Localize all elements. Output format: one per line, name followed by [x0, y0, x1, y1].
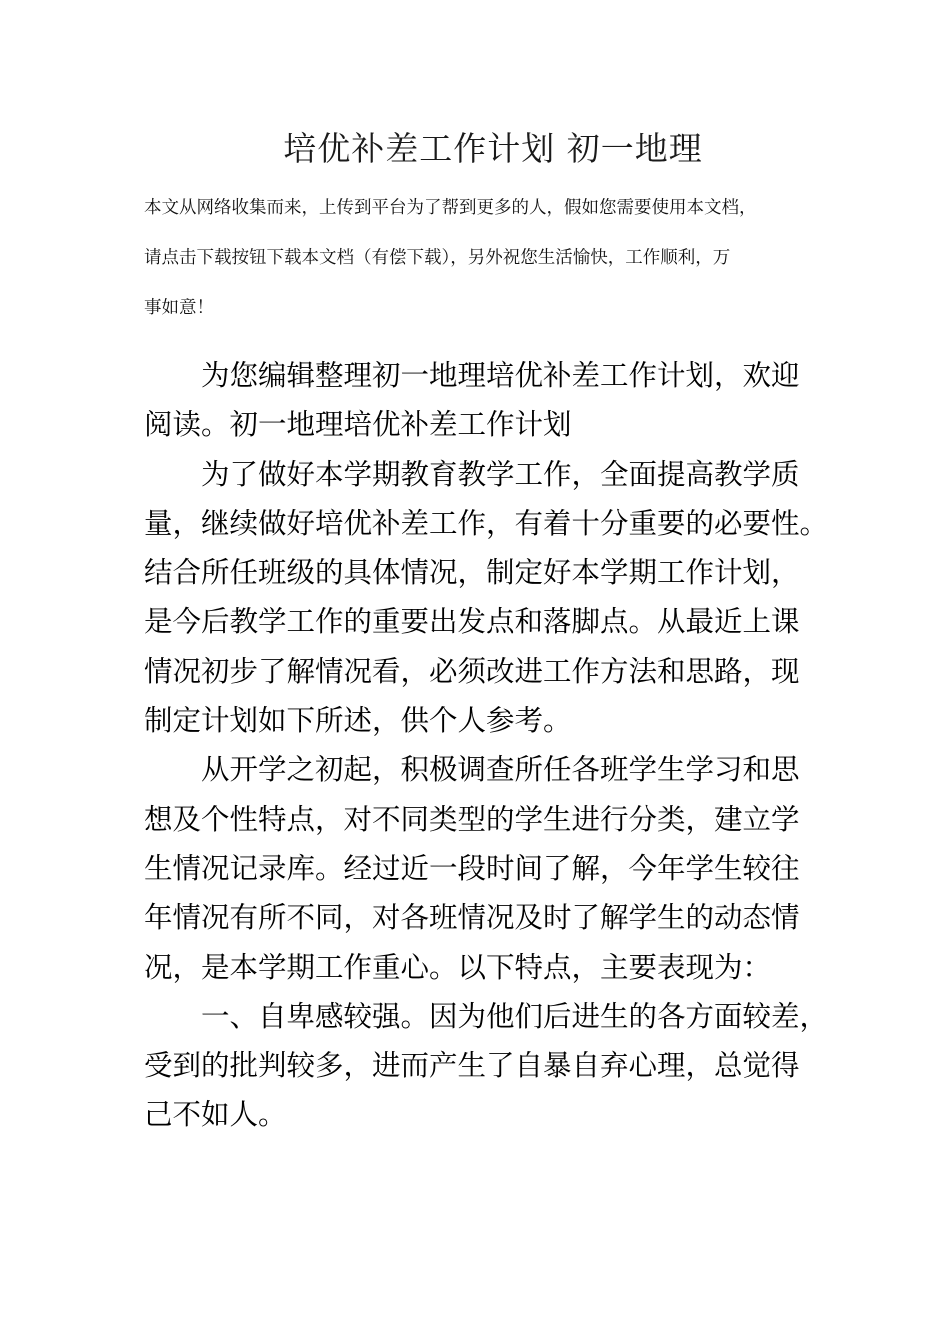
paragraph-line: 量，继续做好培优补差工作，有着十分重要的必要性。	[144, 506, 829, 540]
paragraph-line: 情况初步了解情况看，必须改进工作方法和思路，现	[144, 654, 800, 688]
paragraph-survey	[144, 745, 824, 991]
paragraph-point-one	[144, 992, 829, 1140]
paragraph-line: 为您编辑整理初一地理培优补差工作计划，欢迎	[201, 359, 800, 392]
paragraph-line: 从开学之初起，积极调查所任各班学生学习和思	[201, 753, 800, 787]
paragraph-line: 受到的批判较多，进而产生了自暴自弃心理，总觉得	[144, 1049, 800, 1083]
notice-line: 本文从网络收集而来，上传到平台为了帮到更多的人，假如您需要使用本文档，	[144, 198, 757, 218]
paragraph-line: 年情况有所不同，对各班情况及时了解学生的动态情	[144, 901, 800, 935]
download-notice	[144, 183, 824, 333]
notice-line: 请点击下载按钮下载本文档（有偿下载），另外祝您生活愉快，工作顺利，万	[144, 248, 731, 268]
paragraph-line: 阅读。初一地理培优补差工作计划	[144, 408, 572, 442]
paragraph-line: 为了做好本学期教育教学工作，全面提高教学质	[201, 457, 800, 491]
paragraph-line: 制定计划如下所述，供个人参考。	[144, 704, 572, 738]
paragraph-line: 况，是本学期工作重心。以下特点，主要表现为：	[144, 950, 772, 984]
document-body	[144, 351, 829, 1140]
document-title: 培优补差工作计划 初一地理	[283, 129, 703, 168]
paragraph-line: 己不如人。	[144, 1098, 287, 1132]
paragraph-line: 生情况记录库。经过近一段时间了解，今年学生较往	[144, 851, 800, 885]
paragraph-line: 一、自卑感较强。因为他们后进生的各方面较差，	[201, 999, 829, 1033]
paragraph-purpose	[144, 450, 829, 746]
paragraph-line: 想及个性特点，对不同类型的学生进行分类，建立学	[144, 802, 800, 836]
paragraph-intro	[144, 351, 824, 450]
paragraph-line: 结合所任班级的具体情况，制定好本学期工作计划，	[144, 556, 800, 590]
notice-line: 事如意！	[144, 298, 214, 318]
paragraph-line: 是今后教学工作的重要出发点和落脚点。从最近上课	[144, 605, 800, 639]
